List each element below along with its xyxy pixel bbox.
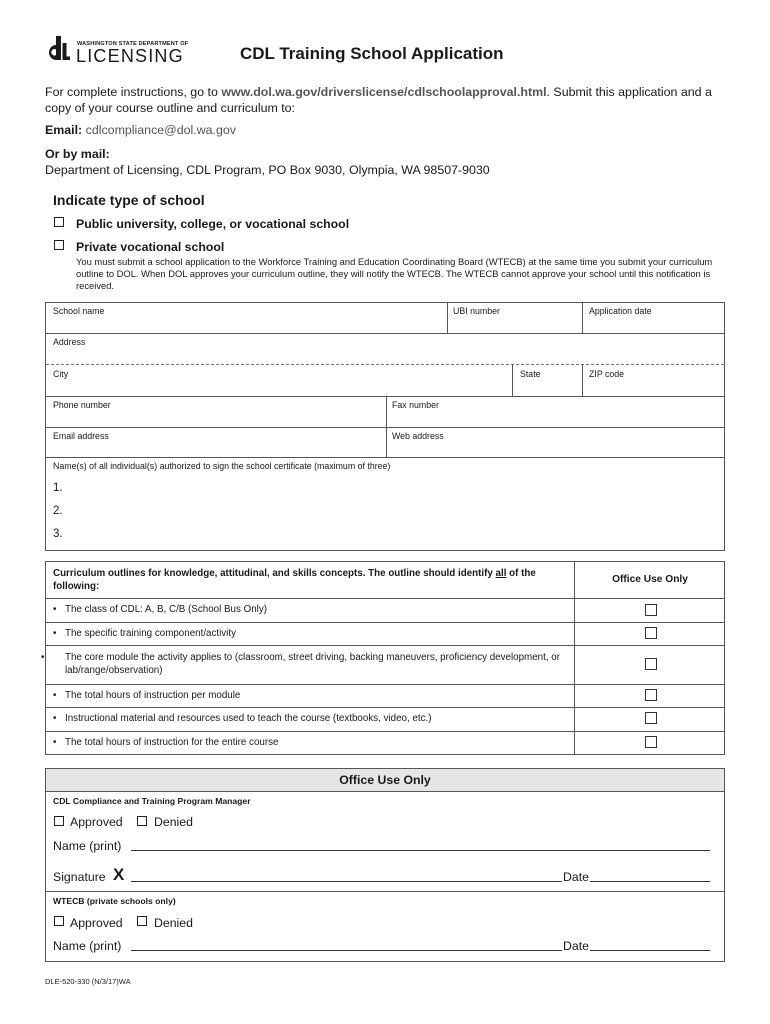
- agency-name-big: LICENSING: [76, 46, 184, 66]
- city-field[interactable]: City: [53, 369, 69, 379]
- private-school-checkbox[interactable]: [54, 240, 64, 250]
- wtecb-denied-label: Denied: [154, 916, 193, 930]
- authorized-signers-label: Name(s) of all individual(s) authorized to sign the school certificate (maximum of three): [53, 461, 391, 471]
- office-check-core-module[interactable]: [645, 658, 657, 670]
- private-school-label: Private vocational school: [76, 240, 225, 254]
- fax-number-field[interactable]: Fax number: [392, 400, 439, 410]
- signer-2-field[interactable]: 2.: [53, 505, 63, 517]
- wtecb-date-line[interactable]: [590, 950, 710, 951]
- curriculum-item: • Instructional material and resources used to teach the course (textbooks, video, etc.): [53, 713, 432, 724]
- manager-denied-checkbox[interactable]: [137, 816, 147, 826]
- signature-label: Signature: [53, 870, 106, 884]
- ubi-number-field[interactable]: UBI number: [453, 306, 500, 316]
- signature-x-mark: X: [113, 865, 125, 884]
- state-field[interactable]: State: [520, 369, 541, 379]
- wtecb-name-line[interactable]: [131, 950, 562, 951]
- private-school-note: You must submit a school application to the Workforce Training and Education Coordinating Board (WTECB) at the same time you submit your curriculum outline to DOL. When DOL approves your curriculum outline, they will notify the WTECB. The WTECB cannot approve your school until this notification is received.: [76, 256, 713, 292]
- email-link[interactable]: cdlcompliance@dol.wa.gov: [85, 123, 236, 137]
- signature-line[interactable]: [131, 881, 562, 882]
- form-number: DLE-520-330 (N/3/17)WA: [45, 977, 131, 986]
- instructions-link[interactable]: www.dol.wa.gov/driverslicense/cdlschoolapproval.html: [221, 85, 547, 99]
- manager-label: CDL Compliance and Training Program Manager: [53, 796, 251, 806]
- signer-1-field[interactable]: 1.: [53, 482, 63, 494]
- phone-number-field[interactable]: Phone number: [53, 400, 111, 410]
- school-type-title: Indicate type of school: [53, 192, 205, 208]
- manager-denied-label: Denied: [154, 815, 193, 829]
- office-check-materials[interactable]: [645, 712, 657, 724]
- web-address-field[interactable]: Web address: [392, 431, 444, 441]
- curriculum-item: • The total hours of instruction for the entire course: [53, 737, 279, 748]
- manager-date-label: Date: [563, 870, 589, 884]
- zip-code-field[interactable]: ZIP code: [589, 369, 625, 379]
- manager-date-line[interactable]: [590, 881, 710, 882]
- email-contact: Email: cdlcompliance@dol.wa.gov: [45, 123, 236, 137]
- manager-name-label: Name (print): [53, 839, 122, 853]
- public-school-label: Public university, college, or vocational school: [76, 217, 350, 231]
- wtecb-label: WTECB (private schools only): [53, 896, 176, 906]
- curriculum-item: • The specific training component/activity: [53, 628, 236, 639]
- office-check-training-component[interactable]: [645, 627, 657, 639]
- manager-name-line[interactable]: [131, 850, 710, 851]
- wtecb-approved-label: Approved: [70, 916, 123, 930]
- office-check-total-hours[interactable]: [645, 736, 657, 748]
- email-address-field[interactable]: Email address: [53, 431, 109, 441]
- intro-text: For complete instructions, go to www.dol.wa.gov/driverslicense/cdlschoolapproval.html. Submit this application and a copy of your course outline and curriculum to:: [45, 85, 712, 115]
- address-field[interactable]: Address: [53, 337, 86, 347]
- manager-approved-label: Approved: [70, 815, 123, 829]
- curriculum-item: • The class of CDL: A, B, C/B (School Bus Only): [53, 604, 267, 615]
- wtecb-denied-checkbox[interactable]: [137, 916, 147, 926]
- curriculum-item: • The total hours of instruction per module: [53, 690, 241, 701]
- wtecb-date-label: Date: [563, 939, 589, 953]
- wtecb-approved-checkbox[interactable]: [54, 916, 64, 926]
- signer-3-field[interactable]: 3.: [53, 528, 63, 540]
- curriculum-header: Curriculum outlines for knowledge, attitudinal, and skills concepts. The outline should identify all of the following:: [53, 568, 536, 592]
- office-use-title: Office Use Only: [46, 769, 724, 791]
- office-use-header: Office Use Only: [612, 574, 688, 585]
- manager-approved-checkbox[interactable]: [54, 816, 64, 826]
- application-date-field[interactable]: Application date: [589, 306, 652, 316]
- agency-name-small: WASHINGTON STATE DEPARTMENT OF: [77, 41, 189, 47]
- public-school-checkbox[interactable]: [54, 217, 64, 227]
- office-check-hours-per-module[interactable]: [645, 689, 657, 701]
- school-name-field[interactable]: School name: [53, 306, 105, 316]
- wtecb-name-label: Name (print): [53, 939, 122, 953]
- dol-logo-icon: [44, 36, 70, 62]
- mail-address: Department of Licensing, CDL Program, PO Box 9030, Olympia, WA 98507-9030: [45, 163, 490, 177]
- office-check-cdl-class[interactable]: [645, 604, 657, 616]
- mail-label: Or by mail:: [45, 147, 110, 161]
- curriculum-item: • The core module the activity applies to (classroom, street driving, backing maneuvers, proficiency development, or lab/range/observation): [41, 652, 560, 676]
- page-title: CDL Training School Application: [240, 44, 504, 63]
